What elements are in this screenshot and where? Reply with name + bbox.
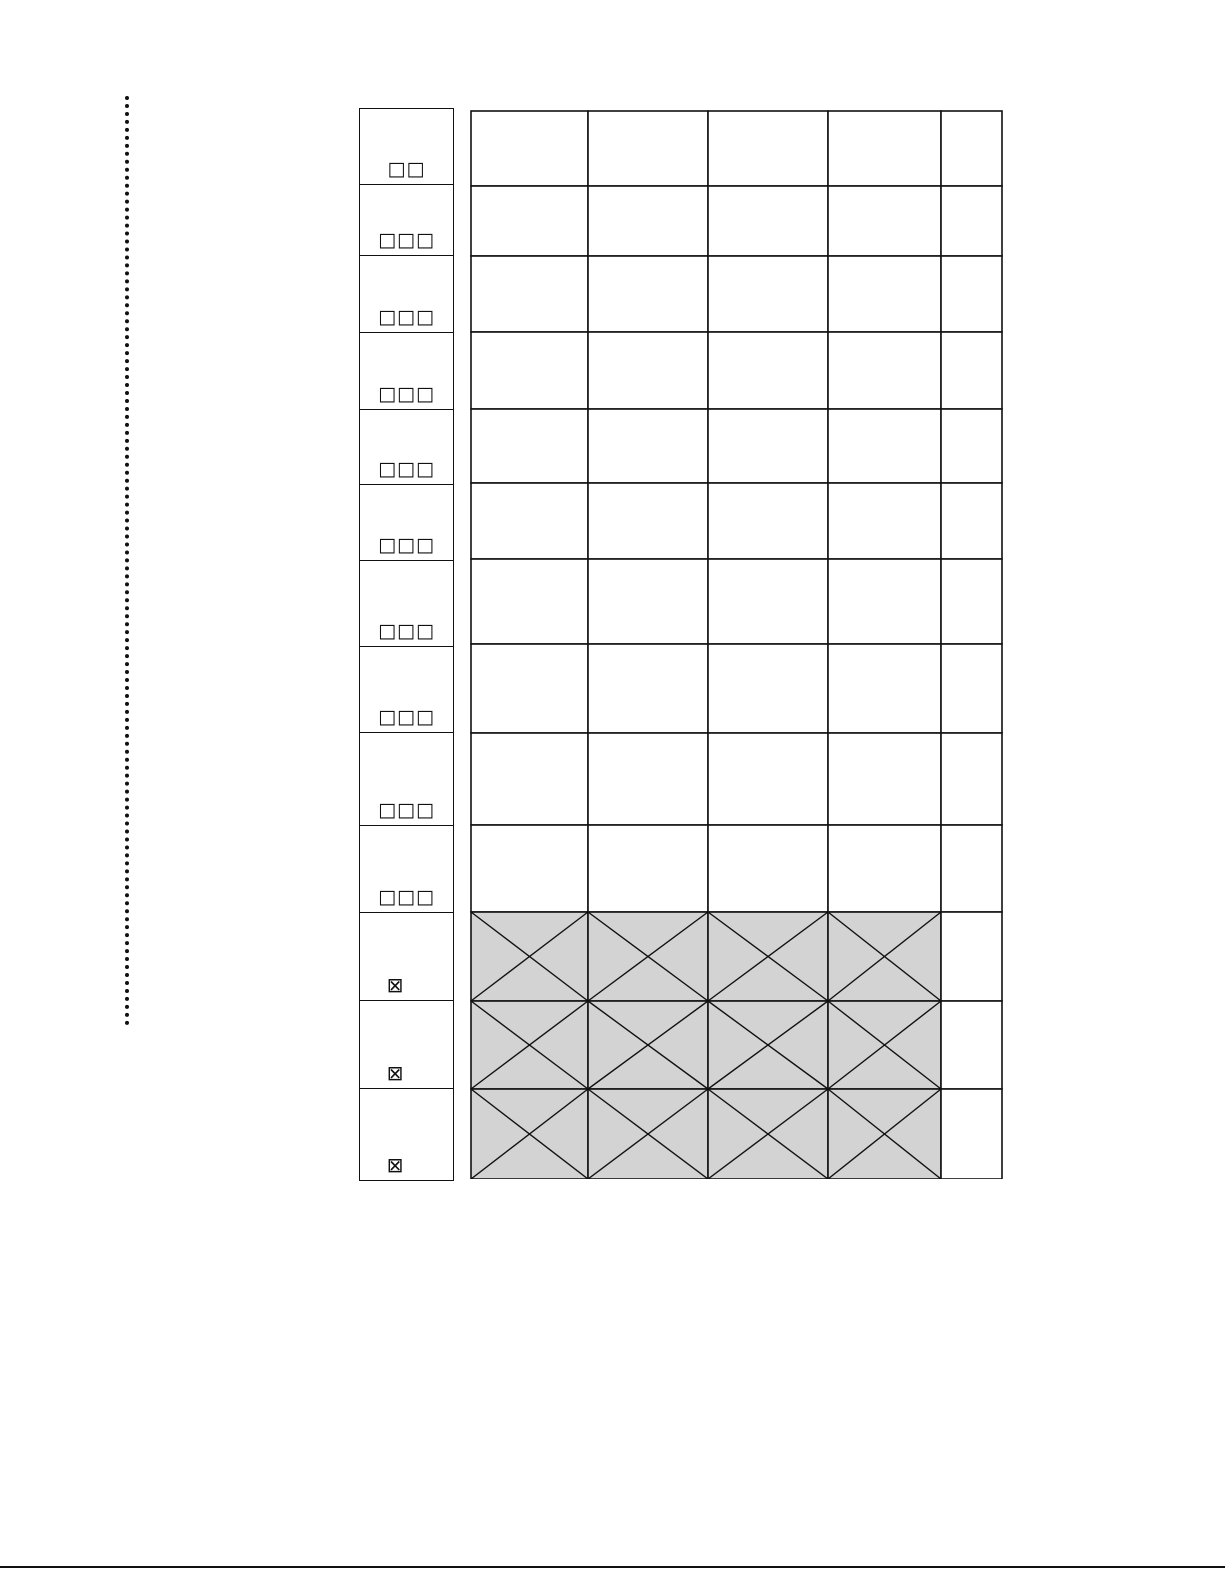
blank-cell (471, 256, 588, 332)
row-label-cell (360, 826, 453, 913)
blank-cell (828, 409, 941, 483)
blank-cell (941, 256, 1002, 332)
row-label-cell (360, 410, 453, 485)
row-label-cell (360, 1089, 453, 1180)
checkbox-group[interactable]: □□□ (378, 383, 435, 405)
blank-cell (588, 186, 708, 256)
blank-cell (588, 256, 708, 332)
page-bottom-rule (0, 1566, 1225, 1568)
blank-cell (708, 644, 828, 733)
blank-cell (941, 559, 1002, 644)
crossed-checkbox[interactable]: ⊠ (386, 973, 405, 997)
blank-cell (941, 1001, 1002, 1089)
blank-cell (941, 483, 1002, 559)
blank-cell (828, 111, 941, 186)
blank-cell (471, 733, 588, 825)
blank-cell (708, 186, 828, 256)
blank-cell (708, 483, 828, 559)
checkbox-group[interactable]: □□□ (378, 306, 435, 328)
blank-cell (588, 111, 708, 186)
checkbox-group[interactable]: □□ (387, 158, 426, 180)
blank-cell (471, 483, 588, 559)
row-label-cell (360, 647, 453, 733)
blank-cell (828, 733, 941, 825)
blank-cell (588, 559, 708, 644)
row-label-cell (360, 109, 453, 185)
blank-cell (941, 186, 1002, 256)
blank-cell (941, 733, 1002, 825)
row-label-cell (360, 485, 453, 561)
blank-cell (828, 483, 941, 559)
entry-grid-lines (470, 110, 1003, 1179)
checkbox-group[interactable]: □□□ (378, 620, 435, 642)
blank-cell (941, 409, 1002, 483)
row-label-cell (360, 913, 453, 1001)
checkbox-group[interactable]: □□□ (378, 534, 435, 556)
blank-cell (471, 332, 588, 409)
blank-cell (941, 825, 1002, 912)
entry-grid (470, 110, 1003, 1179)
row-label-cell (360, 256, 453, 333)
blank-cell (471, 644, 588, 733)
blank-cell (828, 186, 941, 256)
blank-cell (708, 733, 828, 825)
blank-cell (828, 825, 941, 912)
blank-cell (588, 733, 708, 825)
checkbox-group[interactable]: □□□ (378, 799, 435, 821)
dotted-margin-rule (125, 96, 129, 1026)
blank-cell (941, 1089, 1002, 1179)
blank-cell (471, 559, 588, 644)
blank-cell (941, 332, 1002, 409)
blank-cell (471, 186, 588, 256)
blank-cell (588, 644, 708, 733)
blank-cell (708, 559, 828, 644)
crossed-checkbox[interactable]: ⊠ (386, 1061, 405, 1085)
blank-cell (708, 409, 828, 483)
blank-cell (828, 559, 941, 644)
crossed-checkbox[interactable]: ⊠ (386, 1153, 405, 1177)
blank-cell (708, 111, 828, 186)
blank-cell (828, 256, 941, 332)
row-label-cell (360, 561, 453, 647)
blank-cell (708, 256, 828, 332)
blank-cell (708, 825, 828, 912)
blank-cell (941, 111, 1002, 186)
blank-cell (471, 409, 588, 483)
row-label-cell (360, 333, 453, 410)
blank-cell (471, 825, 588, 912)
checkbox-group[interactable]: □□□ (378, 458, 435, 480)
row-label-cell (360, 1001, 453, 1089)
checkbox-group[interactable]: □□□ (378, 886, 435, 908)
row-label-cell (360, 733, 453, 826)
checkbox-group[interactable]: □□□ (378, 706, 435, 728)
blank-cell (708, 332, 828, 409)
blank-cell (588, 332, 708, 409)
row-label-column (359, 108, 454, 1181)
blank-cell (588, 825, 708, 912)
checkbox-group[interactable]: □□□ (378, 229, 435, 251)
blank-cell (471, 111, 588, 186)
blank-cell (588, 409, 708, 483)
blank-cell (941, 644, 1002, 733)
blank-cell (828, 332, 941, 409)
blank-cell (828, 644, 941, 733)
blank-cell (588, 483, 708, 559)
row-label-cell (360, 185, 453, 256)
blank-cell (941, 912, 1002, 1001)
